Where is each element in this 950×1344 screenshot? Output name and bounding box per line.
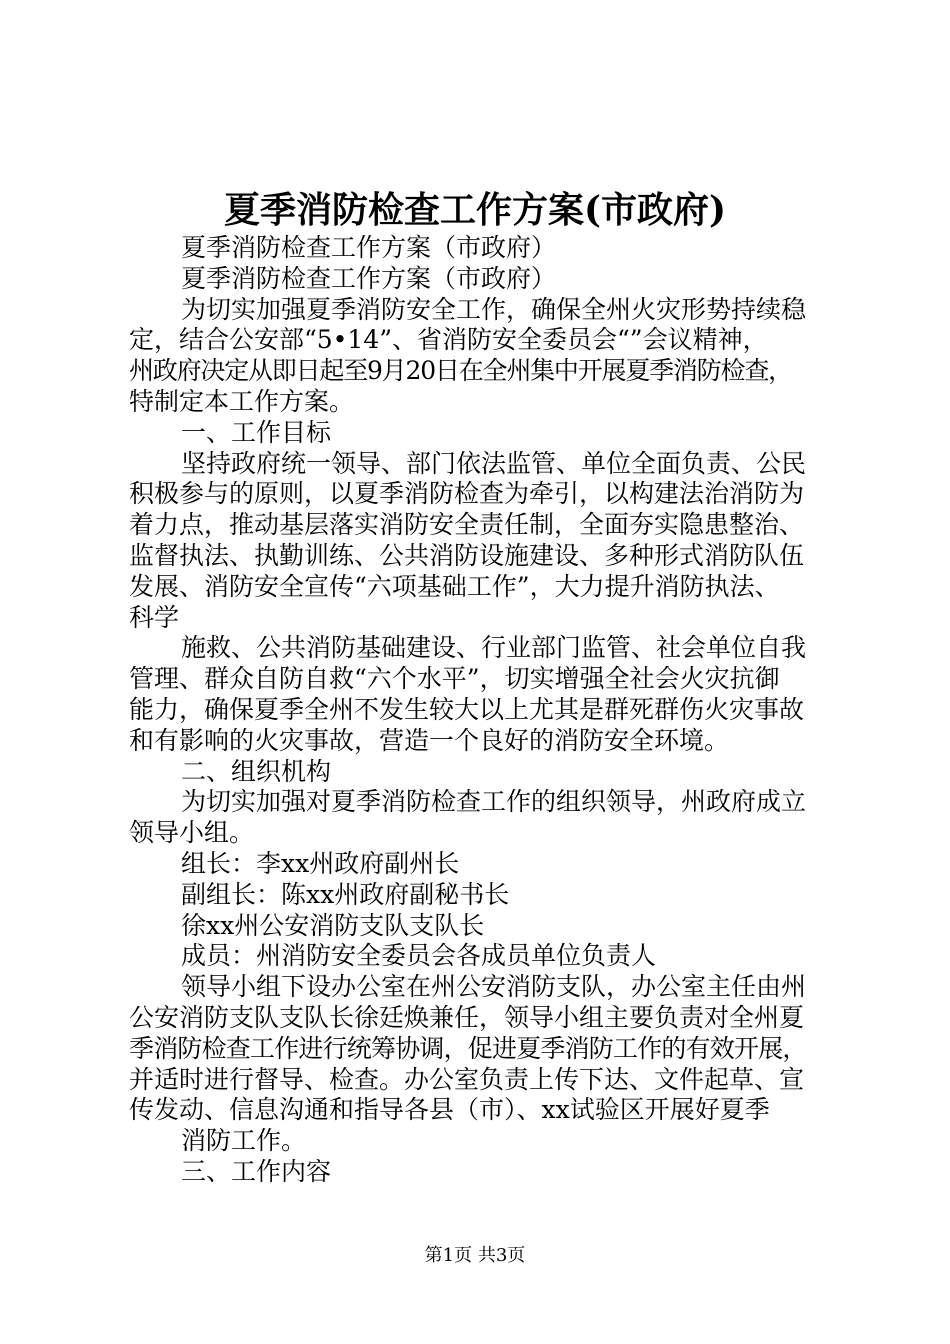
paragraph-line: 夏季消防检查工作方案（市政府） bbox=[181, 233, 557, 262]
paragraph-line: 科学 bbox=[129, 602, 180, 632]
paragraph-line: 施救、公共消防基础建设、行业部门监管、社会单位自我 bbox=[181, 633, 807, 663]
paragraph-line: 副组长：陈xx州政府副秘书长 bbox=[181, 879, 510, 909]
paragraph-line: 州政府决定从即日起至9月20日在全州集中开展夏季消防检查， bbox=[129, 356, 792, 386]
paragraph-line: 发展、消防安全宣传“六项基础工作”，大力提升消防执法、 bbox=[129, 571, 780, 601]
document-body bbox=[129, 233, 839, 1188]
paragraph-line: 并适时进行督导、检查。办公室负责上传下达、文件起草、宣 bbox=[129, 1064, 805, 1094]
paragraph-line: 领导小组下设办公室在州公安消防支队，办公室主任由州 bbox=[181, 972, 807, 1002]
paragraph-line: 领导小组。 bbox=[129, 818, 255, 848]
section-heading: 二、组织机构 bbox=[181, 756, 332, 786]
paragraph-line: 积极参与的原则，以夏季消防检查为牵引，以构建法治消防为 bbox=[129, 479, 805, 509]
paragraph-line: 管理、群众自防自救“六个水平”，切实增强全社会火灾抗御 bbox=[129, 664, 780, 694]
paragraph-line: 和有影响的火灾事故，营造一个良好的消防安全环境。 bbox=[129, 725, 730, 755]
section-heading: 一、工作目标 bbox=[181, 417, 332, 447]
paragraph-line: 公安消防支队支队长徐廷焕兼任，领导小组主要负责对全州夏 bbox=[129, 1002, 805, 1032]
paragraph-line: 消防工作。 bbox=[181, 1126, 307, 1156]
document-title: 夏季消防检查工作方案(市政府) bbox=[223, 189, 727, 231]
paragraph-line: 能力，确保夏季全州不发生较大以上尤其是群死群伤火灾事故 bbox=[129, 694, 805, 724]
paragraph-line: 为切实加强夏季消防安全工作，确保全州火灾形势持续稳 bbox=[181, 294, 807, 324]
paragraph-line: 为切实加强对夏季消防检查工作的组织领导，州政府成立 bbox=[181, 787, 807, 817]
paragraph-line: 坚持政府统一领导、部门依法监管、单位全面负责、公民 bbox=[181, 448, 807, 478]
paragraph-line: 徐xx州公安消防支队支队长 bbox=[181, 910, 485, 940]
paragraph-line: 监督执法、执勤训练、公共消防设施建设、多种形式消防队伍 bbox=[129, 540, 805, 570]
page-footer: 第1页 共3页 bbox=[424, 1245, 526, 1266]
paragraph-line: 夏季消防检查工作方案（市政府） bbox=[181, 263, 557, 293]
paragraph-line: 特制定本工作方案。 bbox=[129, 386, 355, 416]
paragraph-line: 组长：李xx州政府副州长 bbox=[181, 848, 460, 878]
section-heading: 三、工作内容 bbox=[181, 1156, 332, 1186]
paragraph-line: 着力点，推动基层落实消防安全责任制，全面夯实隐患整治、 bbox=[129, 510, 805, 540]
paragraph-line: 传发动、信息沟通和指导各县（市）、xx试验区开展好夏季 bbox=[129, 1095, 770, 1125]
paragraph-line: 季消防检查工作进行统筹协调，促进夏季消防工作的有效开展， bbox=[129, 1033, 807, 1063]
paragraph-line: 成员：州消防安全委员会各成员单位负责人 bbox=[181, 941, 657, 971]
paragraph-line: 定，结合公安部“5•14”、省消防安全委员会“”会议精神， bbox=[129, 325, 768, 355]
